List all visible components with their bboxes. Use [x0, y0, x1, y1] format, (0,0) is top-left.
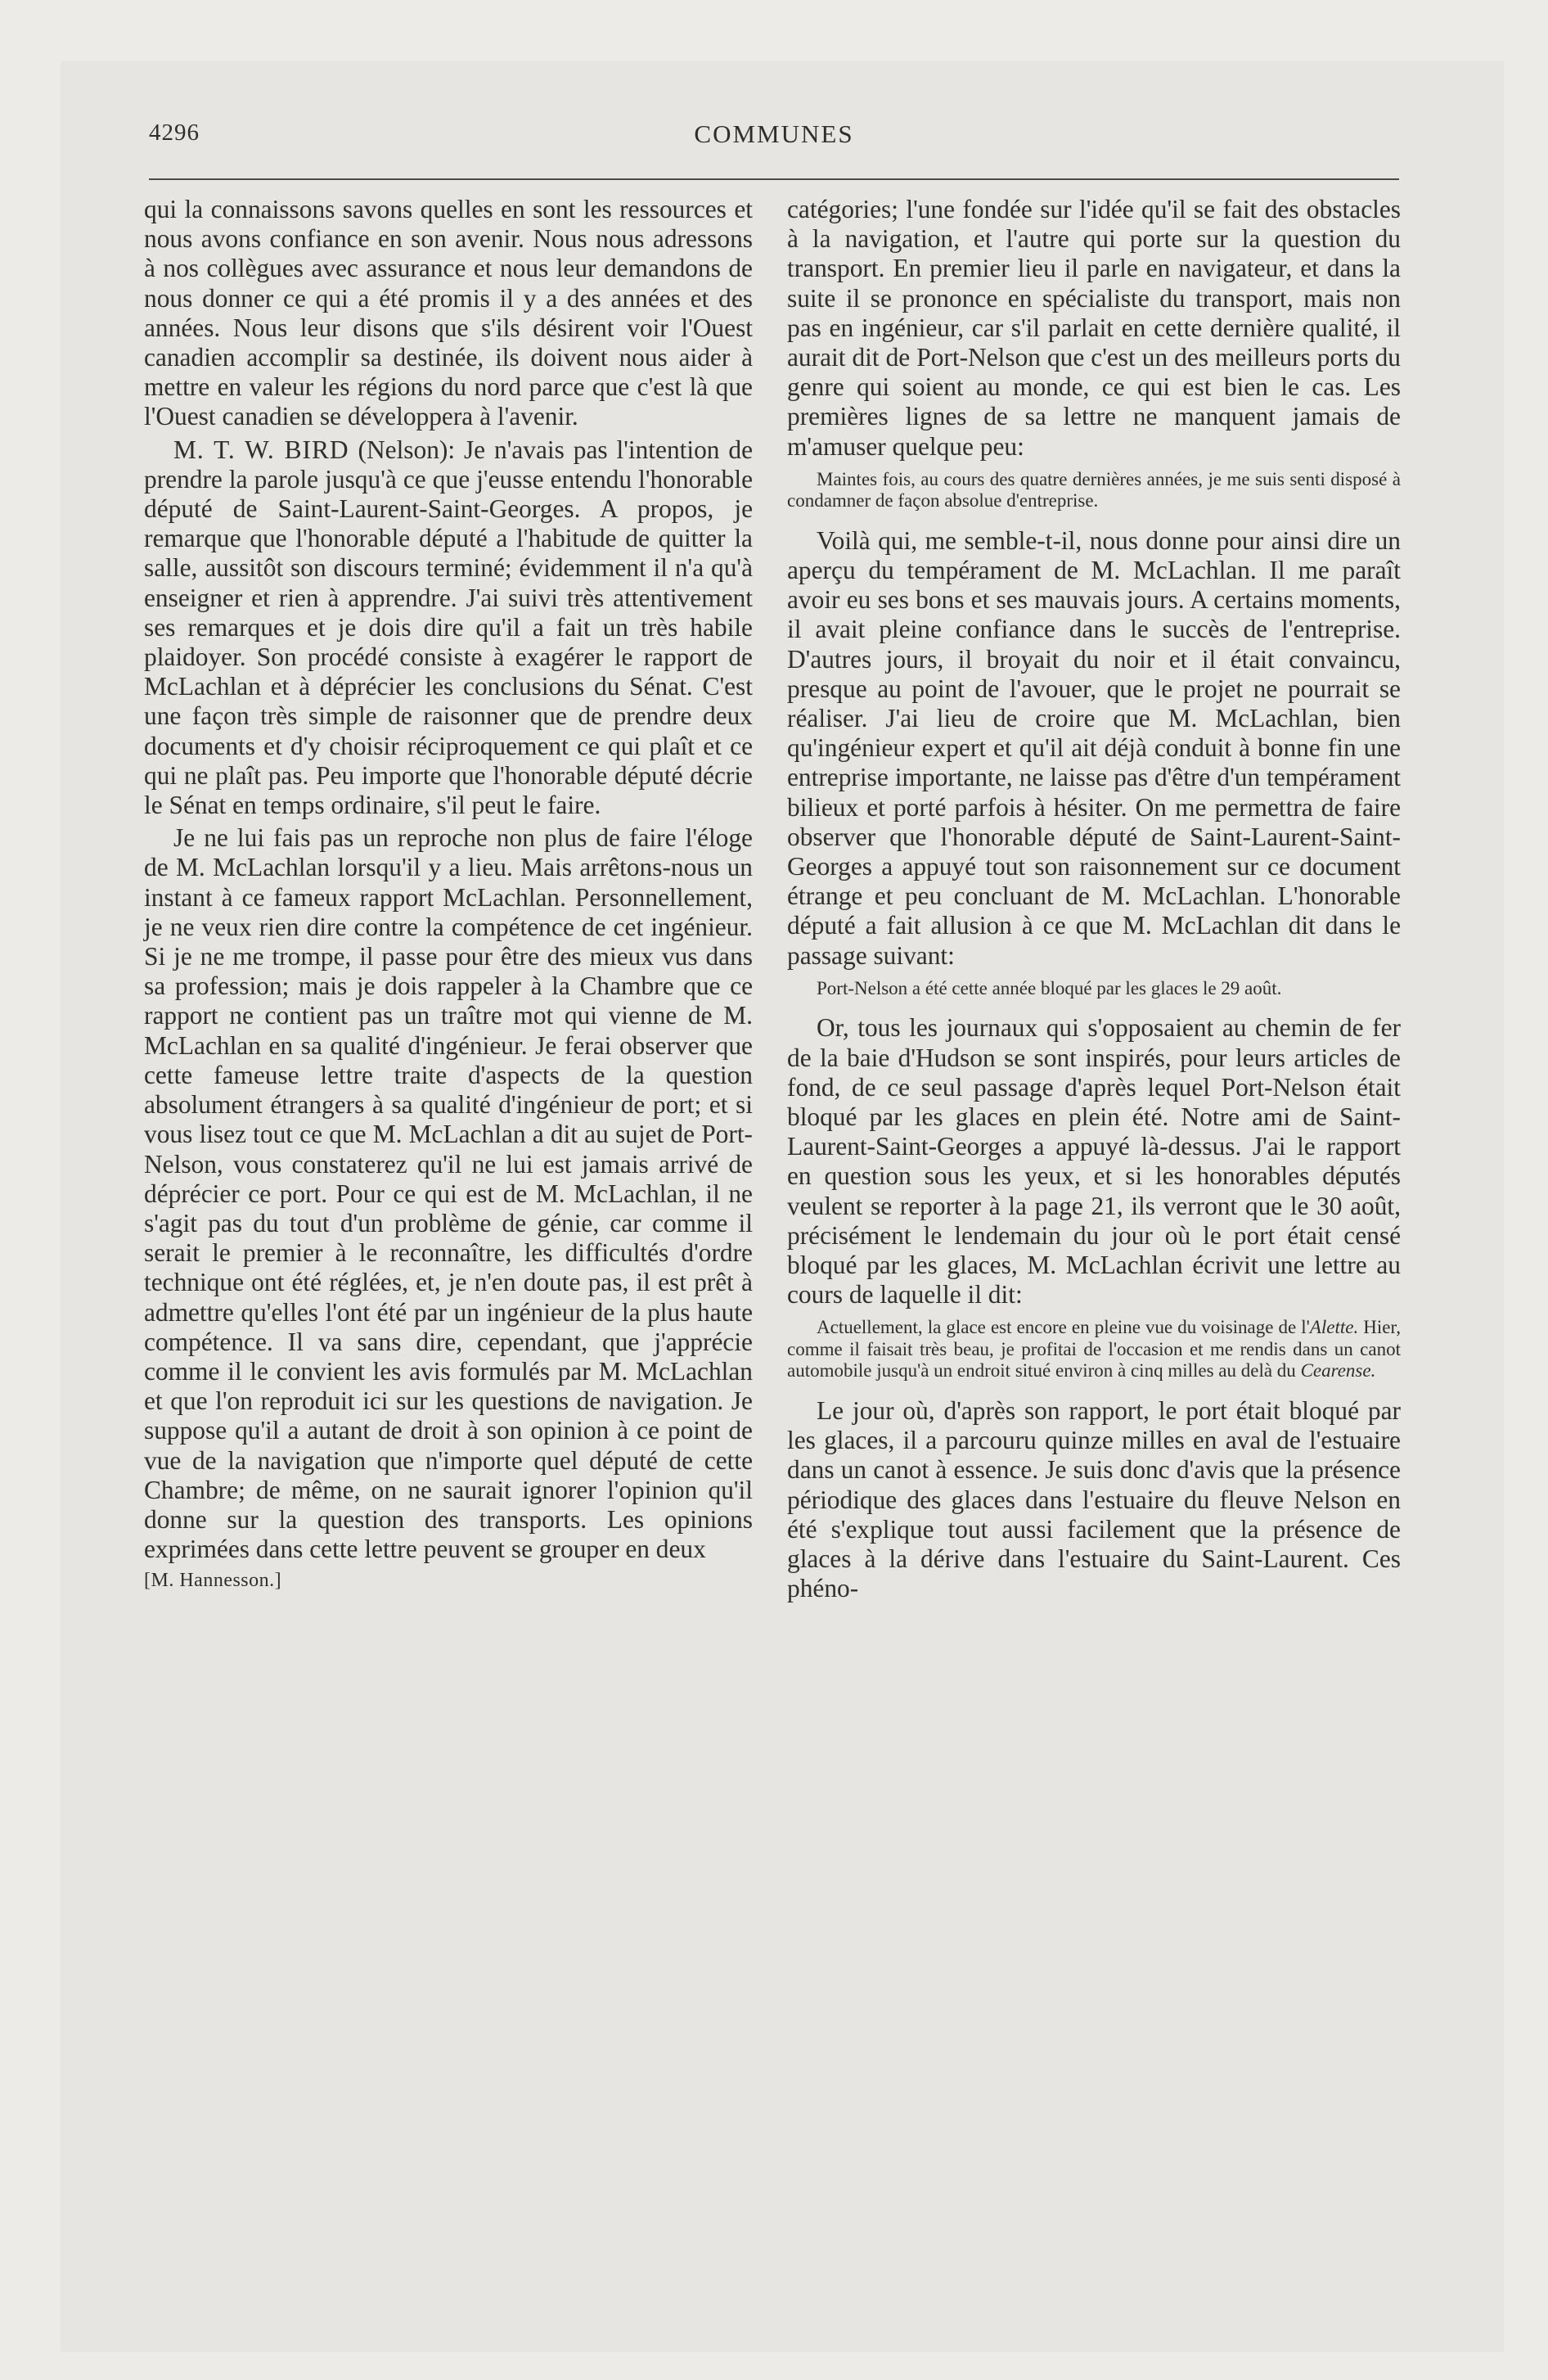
speaker-attribution: [M. Hannesson.]: [144, 1570, 282, 1592]
page-number: 4296: [149, 119, 200, 146]
ship-name: Cearense.: [1300, 1360, 1376, 1382]
paragraph: catégories; l'une fondée sur l'idée qu'il se fait des obstacles à la navigation, et l'autre qui porte sur la question du transport. En premier lieu il parle en navigateur, et dans la suite il se prononce en spécialiste du transport, mais non pas en ingénieur, car s'il parlait en cette dernière qualité, il aurait dit de Port-Nelson que c'est un des meilleurs ports du genre qui soient au monde, ce qui est bien le cas. Les premières lignes de sa lettre ne manquent jamais de m'amuser quelque peu:: [787, 195, 1401, 461]
quote-text: Actuellement, la glace est encore en pleine vue du voisinage de l': [817, 1317, 1310, 1338]
paragraph: Je ne lui fais pas un reproche non plus de faire l'éloge de M. McLachlan lorsqu'il y a lieu. Mais arrêtons-nous un instant à ce fameux rapport McLachlan. Personnellement, je ne veux rien dire contre la compétence de cet ingénieur. Si je ne me trompe, il passe pour être des mieux vus dans sa profession; mais je dois rappeler à la Chambre que ce rapport ne contient pas un traître mot qui vienne de M. McLachlan en sa qualité d'ingénieur. Je ferai observer que cette fameuse lettre traite d'aspects de la question absolument étrangers à sa qualité d'ingénieur de port; et si vous lisez tout ce que M. McLachlan a dit au sujet de Port-Nelson, vous constaterez qu'il ne lui est jamais arrivé de déprécier ce port. Pour ce qui est de M. McLachlan, il ne s'agit pas du tout d'un problème de génie, car comme il serait le premier à le reconnaître, les difficultés d'ordre technique ont été réglées, et, je n'en doute pas, il est prêt à admettre qu'elles l'ont été par un ingénieur de la plus haute compétence. Il va sans dire, cependant, que j'apprécie comme il le convient les avis formulés par M. McLachlan et que l'on reproduit ici sur les questions de navigation. Je suppose qu'il a autant de droit à son opinion à ce point de vue de la navigation que n'importe quel député de cette Chambre; de même, on ne saurait ignorer l'opinion qu'il donne sur la question des transports. Les opinions exprimées dans cette lettre peuvent se grouper en deux: [144, 823, 753, 1564]
page-header: [149, 119, 1399, 156]
paragraph: Voilà qui, me semble-t-il, nous donne pour ainsi dire un aperçu du tempérament de M. McLachlan. Il me paraît avoir eu ses bons et ses mauvais jours. A certains moments, il avait pleine confiance dans le succès de l'entreprise. D'autres jours, il broyait du noir et il était convaincu, presque au point de l'avouer, que le projet ne pourrait se réaliser. J'ai lieu de croire que M. McLachlan, bien qu'ingénieur expert et qu'il ait déjà conduit à bonne fin une entreprise importante, ne laisse pas d'être d'un tempérament bilieux et porté parfois à hésiter. On me permettra de faire observer que l'honorable député de Saint-Laurent-Saint-Georges a appuyé tout son raisonnement sur ce document étrange et peu concluant de M. McLachlan. L'honorable député a fait allusion à ce que M. McLachlan dit dans le passage suivant:: [787, 525, 1401, 970]
block-quote: Port-Nelson a été cette année bloqué par les glaces le 29 août.: [817, 977, 1282, 998]
quote-text: Hier, comme il faisait très beau, je profitai de l'occasion et me rendis dans un canot automobile jusqu'à un endroit situé environ à cinq milles au delà du: [787, 1317, 1401, 1382]
block-quote: Maintes fois, au cours des quatre dernières années, je me suis senti disposé à condamner de façon absolue d'entreprise.: [787, 468, 1401, 512]
running-head: COMMUNES: [694, 119, 854, 148]
speaker-paragraph: [144, 435, 753, 821]
paragraph: Or, tous les journaux qui s'opposaient au chemin de fer de la baie d'Hudson se sont inspirés, pour leurs articles de fond, de ce seul passage d'après lequel Port-Nelson était bloqué par les glaces en plein été. Notre ami de Saint-Laurent-Saint-Georges a appuyé là-dessus. J'ai le rapport en question sous les yeux, et si les honorables députés veulent se reporter à la page 21, ils verront que le 30 août, précisément le lendemain du jour où le port était censé bloqué par les glaces, M. McLachlan écrivit une lettre au cours de laquelle il dit:: [787, 1013, 1401, 1309]
ship-name: Alette.: [1309, 1317, 1359, 1338]
left-column: [144, 195, 753, 1592]
paragraph: qui la connaissons savons quelles en sont les ressources et nous avons confiance en son avenir. Nous nous adressons à nos collègues avec assurance et nous leur demandons de nous donner ce qui a été promis il y a des années et des années. Nous leur disons que s'ils désirent voir l'Ouest canadien accomplir sa destinée, ils doivent nous aider à mettre en valeur les régions du nord parce que c'est là que l'Ouest canadien se développera à l'avenir.: [144, 195, 753, 431]
block-quote: [787, 1317, 1401, 1382]
paragraph: Le jour où, d'après son rapport, le port était bloqué par les glaces, il a parcouru quinze milles en aval de l'estuaire dans un canot à essence. Je suis donc d'avis que la présence périodique des glaces dans l'estuaire du fleuve Nelson en été s'explique tout aussi facilement que la présence de glaces à la dérive dans l'estuaire du Saint-Laurent. Ces phéno-: [787, 1395, 1401, 1603]
speaker-name: M. T. W. BIRD: [173, 435, 349, 464]
speaker-text: (Nelson): Je n'avais pas l'intention de prendre la parole jusqu'à ce que j'eusse entendu l'honorable député de Saint-Laurent-Saint-Georges. A propos, je remarque que l'honorable député a l'habitude de quitter la salle, aussitôt son discours terminé; évidemment il n'a qu'à enseigner et rien à apprendre. J'ai suivi très attentivement ses remarques et je dois dire qu'il a fait un très habile plaidoyer. Son procédé consiste à exagérer le rapport de McLachlan et à déprécier les conclusions du Sénat. C'est une façon très simple de raisonner que de prendre deux documents et d'y choisir réciproquement ce qui plaît et ce qui ne plaît pas. Peu importe que l'honorable député décrie le Sénat en temps ordinaire, s'il peut le faire.: [144, 435, 754, 820]
right-column: [787, 195, 1401, 1603]
header-rule: [149, 178, 1399, 180]
